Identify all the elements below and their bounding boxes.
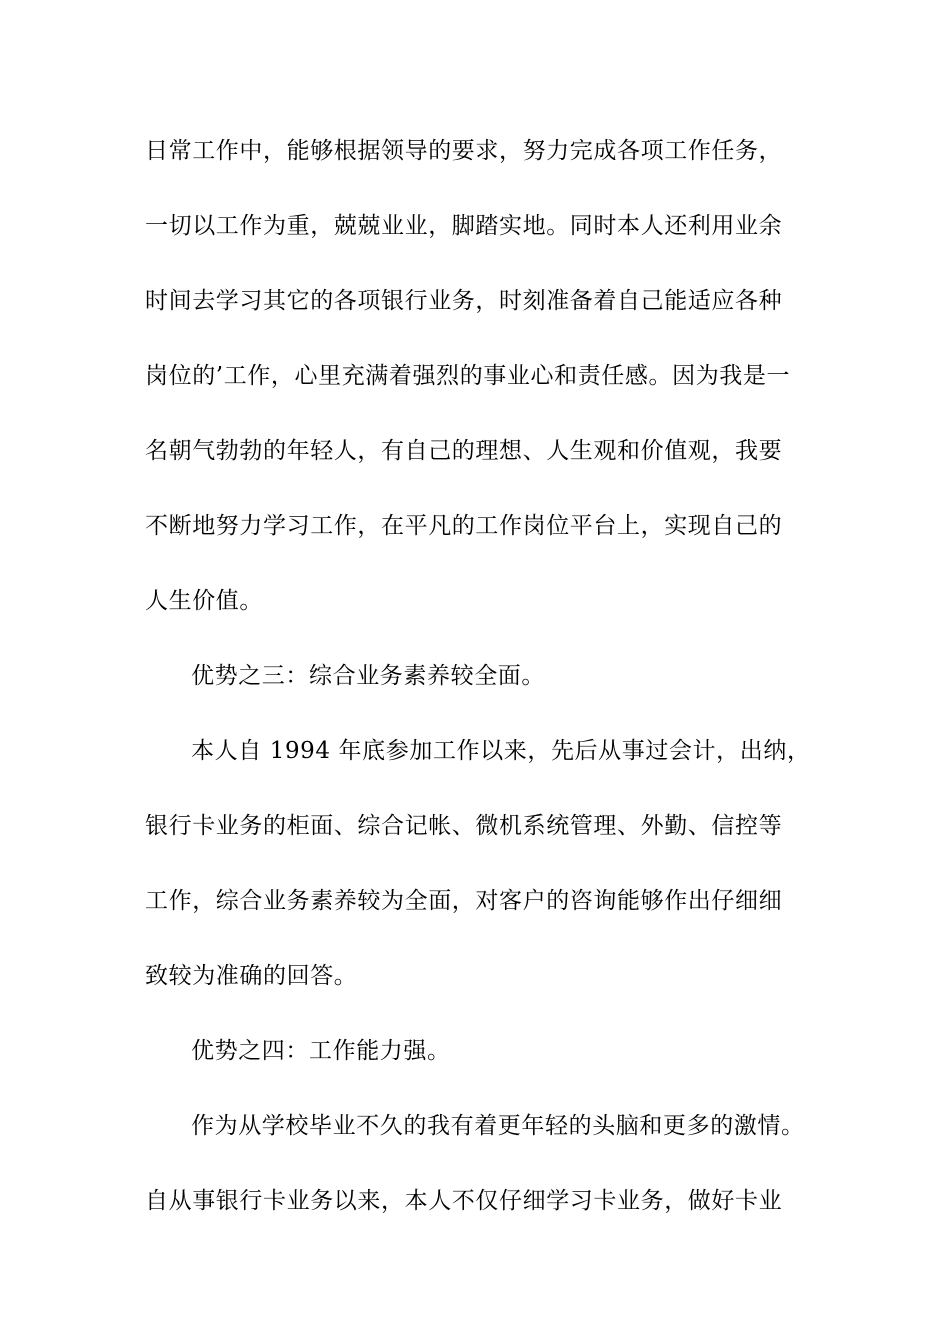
text-line: 时间去学习其它的各项银行业务，时刻准备着自己能适应各种: [145, 288, 783, 314]
text-line: 自从事银行卡业务以来，本人不仅仔细学习卡业务，做好卡业: [145, 1188, 783, 1214]
text-line: 不断地努力学习工作，在平凡的工作岗位平台上，实现自己的: [145, 513, 783, 539]
text-line: 作为从学校毕业不久的我有着更年轻的头脑和更多的激情。: [191, 1113, 805, 1139]
text-line: 银行卡业务的柜面、综合记帐、微机系统管理、外勤、信控等: [145, 813, 783, 839]
text-line: 工作，综合业务素养较为全面，对客户的咨询能够作出仔细细: [145, 888, 783, 914]
text-line: 日常工作中，能够根据领导的要求，努力完成各项工作任务，: [145, 138, 783, 164]
text-line: 岗位的’工作，心里充满着强烈的事业心和责任感。因为我是一: [145, 363, 791, 389]
text-line: 人生价值。: [145, 588, 263, 614]
text-line: 名朝气勃勃的年轻人，有自己的理想、人生观和价值观，我要: [145, 438, 783, 464]
section-heading: 优势之三：综合业务素养较全面。: [191, 663, 545, 689]
text-line: 一切以工作为重，兢兢业业，脚踏实地。同时本人还利用业余: [145, 213, 783, 239]
section-heading: 优势之四：工作能力强。: [191, 1038, 451, 1064]
document-body: [145, 128, 810, 1253]
text-line: 致较为准确的回答。: [145, 963, 358, 989]
text-line: 本人自 1994 年底参加工作以来，先后从事过会计，出纳，: [191, 738, 811, 764]
